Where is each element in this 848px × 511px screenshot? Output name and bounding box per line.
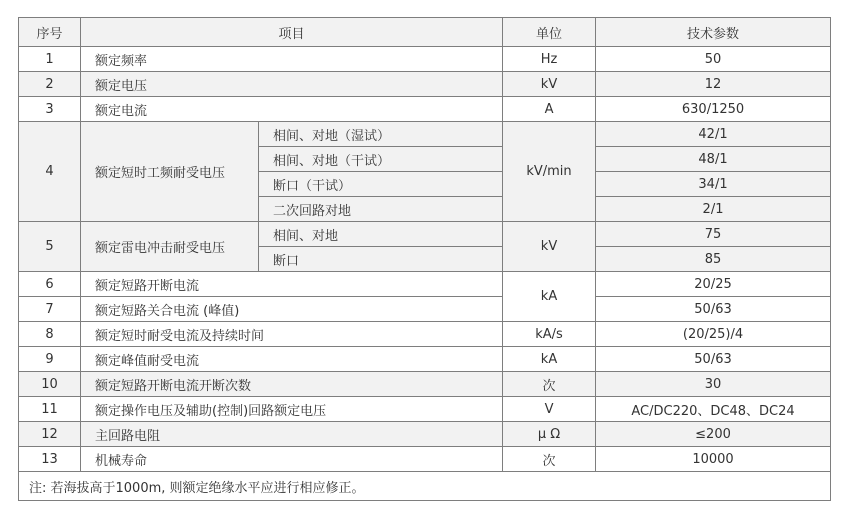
cell-item: 主回路电阻	[81, 422, 503, 447]
cell-value: 42/1	[596, 122, 831, 147]
cell-unit: 次	[503, 447, 596, 472]
cell-value: 630/1250	[596, 97, 831, 122]
cell-item: 额定电压	[81, 72, 503, 97]
cell-no: 10	[19, 372, 81, 397]
cell-no: 4	[19, 122, 81, 222]
table-note-row	[19, 472, 831, 501]
cell-sub-item: 相间、对地（湿试）	[259, 122, 503, 147]
cell-item: 额定雷电冲击耐受电压	[81, 222, 259, 272]
cell-value: 12	[596, 72, 831, 97]
cell-value: 75	[596, 222, 831, 247]
cell-unit: V	[503, 397, 596, 422]
table-row	[19, 372, 831, 397]
note: 注: 若海拔高于1000m, 则额定绝缘水平应进行相应修正。	[19, 472, 831, 501]
table-row	[19, 297, 831, 322]
cell-unit: Hz	[503, 47, 596, 72]
cell-value: 50/63	[596, 347, 831, 372]
table-row	[19, 397, 831, 422]
col-header-item: 项目	[81, 18, 503, 47]
cell-item: 额定短路开断电流开断次数	[81, 372, 503, 397]
col-header-no: 序号	[19, 18, 81, 47]
cell-value: 34/1	[596, 172, 831, 197]
cell-no: 12	[19, 422, 81, 447]
cell-value: 48/1	[596, 147, 831, 172]
cell-unit: kV	[503, 72, 596, 97]
cell-item: 机械寿命	[81, 447, 503, 472]
cell-unit: kV	[503, 222, 596, 272]
cell-value: 30	[596, 372, 831, 397]
cell-unit: kA	[503, 272, 596, 322]
cell-unit: kA/s	[503, 322, 596, 347]
cell-unit: 次	[503, 372, 596, 397]
cell-value: AC/DC220、DC48、DC24	[596, 397, 831, 422]
table-row	[19, 447, 831, 472]
cell-value: 2/1	[596, 197, 831, 222]
col-header-params: 技术参数	[596, 18, 831, 47]
technical-parameters-table	[18, 17, 831, 501]
cell-item: 额定短路关合电流 (峰值)	[81, 297, 503, 322]
cell-value: 20/25	[596, 272, 831, 297]
cell-item: 额定短路开断电流	[81, 272, 503, 297]
cell-no: 2	[19, 72, 81, 97]
cell-sub-item: 断口（干试）	[259, 172, 503, 197]
table-row	[19, 222, 831, 247]
cell-item: 额定操作电压及辅助(控制)回路额定电压	[81, 397, 503, 422]
cell-sub-item: 相间、对地	[259, 222, 503, 247]
table-row	[19, 322, 831, 347]
cell-item: 额定短时工频耐受电压	[81, 122, 259, 222]
cell-item: 额定峰值耐受电流	[81, 347, 503, 372]
cell-value: 10000	[596, 447, 831, 472]
cell-unit: A	[503, 97, 596, 122]
cell-no: 5	[19, 222, 81, 272]
cell-unit: kV/min	[503, 122, 596, 222]
cell-sub-item: 断口	[259, 247, 503, 272]
cell-unit: μ Ω	[503, 422, 596, 447]
cell-no: 13	[19, 447, 81, 472]
table-row	[19, 347, 831, 372]
cell-value: 85	[596, 247, 831, 272]
cell-sub-item: 相间、对地（干试）	[259, 147, 503, 172]
cell-sub-item: 二次回路对地	[259, 197, 503, 222]
cell-item: 额定频率	[81, 47, 503, 72]
cell-item: 额定短时耐受电流及持续时间	[81, 322, 503, 347]
cell-unit: kA	[503, 347, 596, 372]
cell-no: 3	[19, 97, 81, 122]
cell-no: 6	[19, 272, 81, 297]
cell-no: 1	[19, 47, 81, 72]
cell-no: 8	[19, 322, 81, 347]
cell-value: 50/63	[596, 297, 831, 322]
table-row	[19, 47, 831, 72]
cell-no: 11	[19, 397, 81, 422]
cell-no: 7	[19, 297, 81, 322]
col-header-unit: 单位	[503, 18, 596, 47]
cell-value: 50	[596, 47, 831, 72]
table-row	[19, 122, 831, 147]
table-row	[19, 97, 831, 122]
cell-value: (20/25)/4	[596, 322, 831, 347]
cell-item: 额定电流	[81, 97, 503, 122]
table-row	[19, 272, 831, 297]
header-row	[19, 18, 831, 47]
table-row	[19, 72, 831, 97]
table-row	[19, 422, 831, 447]
cell-value: ≤200	[596, 422, 831, 447]
cell-no: 9	[19, 347, 81, 372]
